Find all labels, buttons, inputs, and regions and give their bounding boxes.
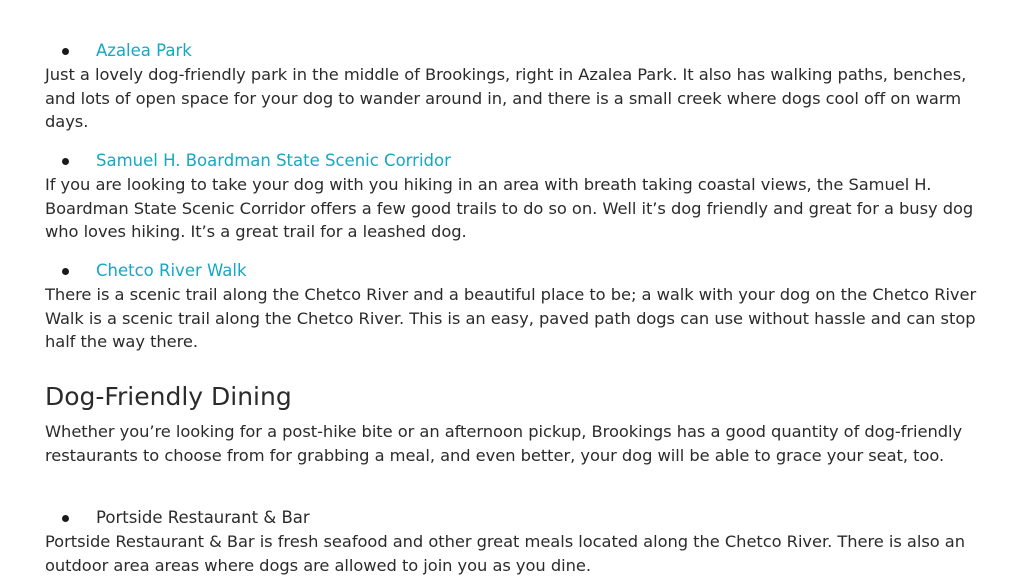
boardman-corridor-description: If you are looking to take your dog with you hiking in an area with breath taking coastal views, the Samuel H. Boardman State Scenic Corridor offers a few good trails to do so on. Well it’s dog friendly and great for a busy dog who loves hiking. It’s a great trail for a leashed dog. [45, 175, 974, 242]
portside-restaurant-name: Portside Restaurant & Bar [96, 508, 310, 527]
dining-section-heading: Dog-Friendly Dining [45, 382, 292, 411]
bullet-icon [62, 158, 69, 165]
dining-intro-paragraph: Whether you’re looking for a post-hike bite or an afternoon pickup, Brookings has a good quantity of dog-friendly restaurants to choose from for grabbing a meal, and even better, your dog will be able to grace your seat, too. [45, 422, 963, 465]
boardman-corridor-link[interactable]: Samuel H. Boardman State Scenic Corridor [96, 151, 451, 170]
chetco-river-walk-link[interactable]: Chetco River Walk [96, 261, 247, 280]
azalea-park-description: Just a lovely dog-friendly park in the middle of Brookings, right in Azalea Park. It also has walking paths, benches, and lots of open space for your dog to wander around in, and there is a small creek where dogs cool off on warm days. [45, 65, 967, 132]
list-item-azalea-park [62, 40, 192, 62]
portside-restaurant-description: Portside Restaurant & Bar is fresh seafood and other great meals located along the Chetco River. There is also an outdoor area areas where dogs are allowed to join you as you dine. [45, 532, 965, 575]
list-item-portside-restaurant [62, 507, 310, 529]
azalea-park-link[interactable]: Azalea Park [96, 41, 192, 60]
bullet-icon [62, 48, 69, 55]
bullet-icon [62, 268, 69, 275]
bullet-icon [62, 515, 69, 522]
chetco-river-walk-description: There is a scenic trail along the Chetco River and a beautiful place to be; a walk with your dog on the Chetco River Walk is a scenic trail along the Chetco River. This is an easy, paved path dogs can use without hassle and can stop half the way there. [45, 285, 977, 352]
list-item-boardman-corridor [62, 150, 451, 172]
list-item-chetco-river-walk [62, 260, 247, 282]
